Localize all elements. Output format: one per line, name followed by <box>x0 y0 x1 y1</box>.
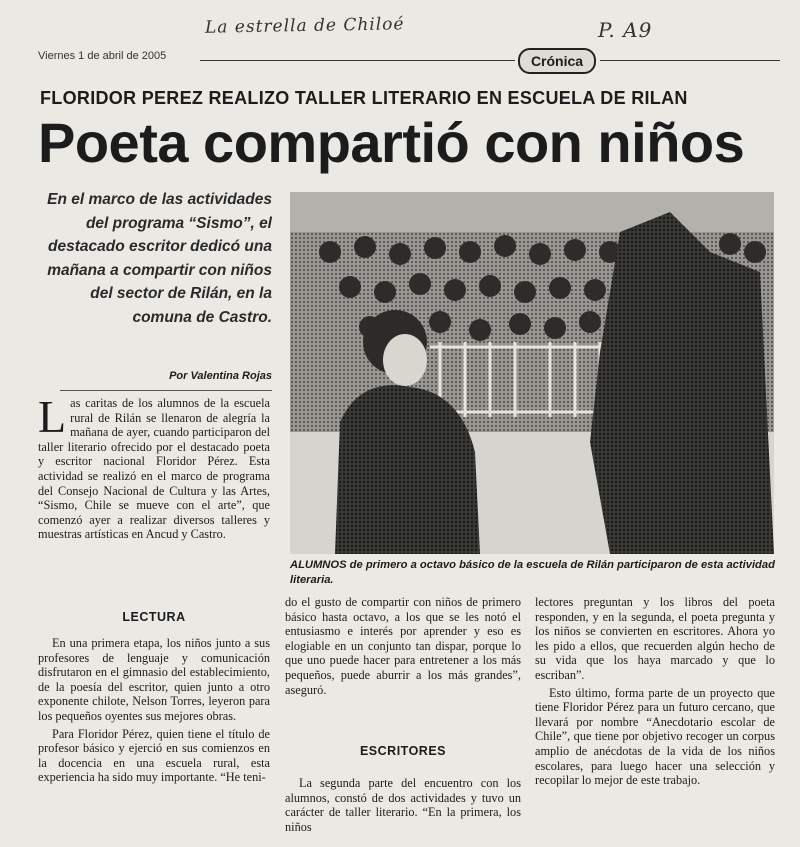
article-intro <box>38 391 270 542</box>
article-lead: En el marco de las actividades del programa “Sismo”, el destacado escritor dedicó una mañana a compartir con niños del sector de Rilán, en la comuna de Castro. <box>47 191 272 326</box>
drop-cap: L <box>38 391 67 442</box>
section-escritores-body <box>285 776 521 837</box>
paragraph: do el gusto de compartir con niños de primero básico hasta octavo, a los que se les notó el entusiasmo e interés por aprender y eso es elogiable en un conjunto tan dispar, porque lo que uno puede hacer para entretener a los más pequeños, puede aburrir a los más grandes”, aseguró. <box>285 595 521 697</box>
header-rule <box>200 60 515 61</box>
section-heading-escritores: ESCRITORES <box>359 744 447 758</box>
paragraph: lectores preguntan y los libros del poeta responden, y en la segunda, el poeta pregunta y los niños se convierten en escritores. Ahora yo les pido a ellos, que recuerden algún hecho de su vida que los haya marcado y que lo escriban”. <box>535 595 775 682</box>
article-kicker: FLORIDOR PEREZ REALIZO TALLER LITERARIO EN ESCUELA DE RILAN <box>40 88 688 108</box>
article-photo <box>290 192 774 554</box>
section-label: Crónica <box>518 48 596 74</box>
paragraph: La segunda parte del encuentro con los alumnos, constó de dos actividades y tuvo un carácter de taller literario. “En la primera, los niños <box>285 776 521 834</box>
issue-date: Viernes 1 de abril de 2005 <box>38 50 167 62</box>
handwritten-page-note: P. A9 <box>598 18 653 42</box>
article-byline: Por Valentina Rojas <box>169 370 272 382</box>
paragraph: En una primera etapa, los niños junto a sus profesores de lenguaje y comunicación disfrutaron en el gimnasio del establecimiento, de la poesía del escritor, quien junto a otro exponente chilote, Nelson Torres, leyeron para los pequeños oyentes sus mejores obras. <box>38 636 270 723</box>
photo-caption: ALUMNOS de primero a octavo básico de la escuela de Rilán participaron de esta actividad literaria. <box>290 559 775 586</box>
handwritten-source-note: La estrella de Chiloé <box>204 14 405 38</box>
column-three-text <box>535 595 775 791</box>
section-heading-lectura: LECTURA <box>122 610 186 624</box>
article-headline: Poeta compartió con niños <box>38 111 745 174</box>
paragraph: Esto último, forma parte de un proyecto que tiene Floridor Pérez para un futuro cercano, que llevará por nombre “Anecdotario escolar de Chile”, que tiene por objetivo recoger un corpus amplio de anécdotas de la vida de los niños escolares, para luego hacer una selección y recopilar lo mejor de este trabajo. <box>535 685 775 788</box>
paragraph: Para Floridor Pérez, quien tiene el título de profesor básico y ejerció en sus comienzos en la docencia en una escuela rural, esta experiencia ha sido muy importante. “He teni- <box>38 726 270 785</box>
header-rule-right <box>600 60 780 61</box>
photo-illustration <box>290 192 774 554</box>
section-lectura-body <box>38 636 270 788</box>
byline-rule <box>60 390 272 391</box>
intro-text: as caritas de los alumnos de la escuela rural de Rilán se llenaron de alegría la mañana de ayer, cuando participaron del taller literario ofrecido por el destacado poeta y escritor nacional Floridor Pérez. Esta actividad se realizó en el marco de programa del Consejo Nacional de Cultura y las Artes, “Sismo, Chile se mueve con el arte”, que comenzó ayer a realizar diversos talleres y muestras artísticas en Ancud y Castro. <box>38 396 270 542</box>
column-two-text <box>285 595 521 700</box>
